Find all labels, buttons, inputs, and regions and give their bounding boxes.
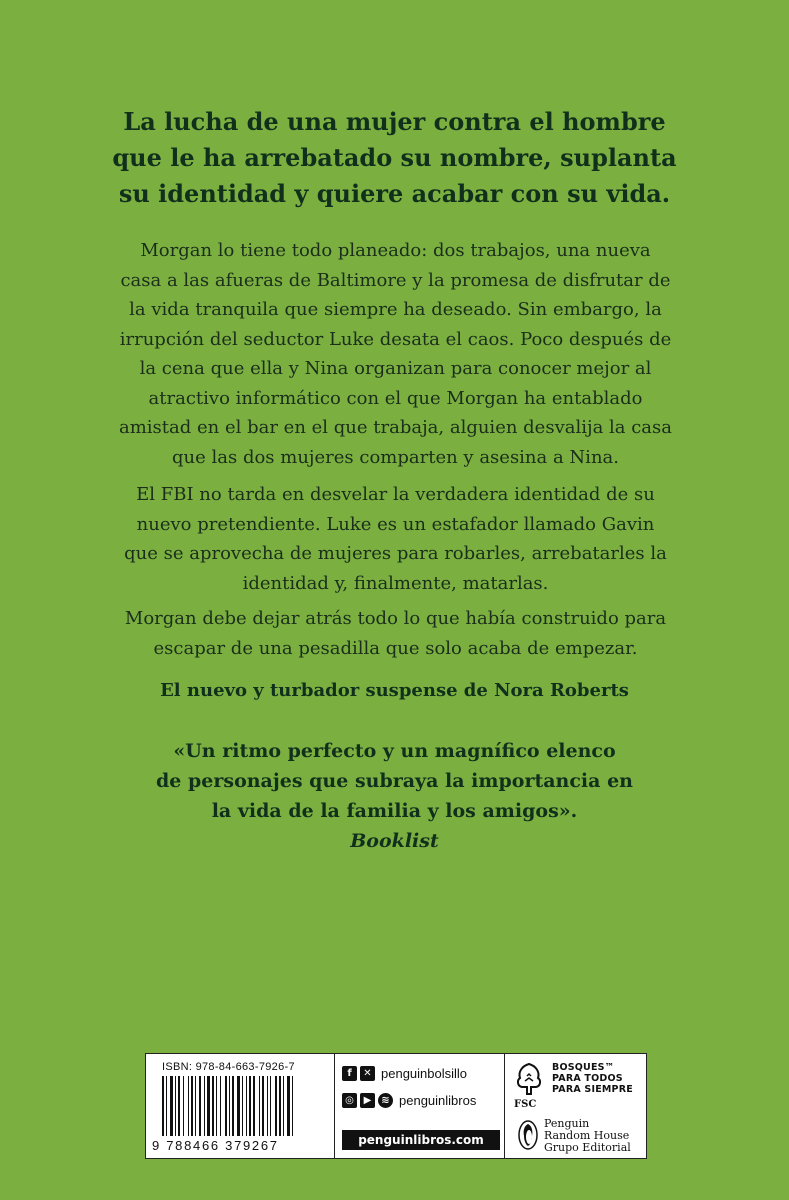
quote-line: de personajes que subraya la importancia en xyxy=(156,770,633,792)
social-handle-bolsillo[interactable]: penguinbolsillo xyxy=(381,1065,468,1081)
social-row-2 xyxy=(342,1089,492,1111)
x-icon[interactable]: ✕ xyxy=(360,1066,375,1081)
barcode-icon xyxy=(162,1076,324,1138)
author-subtitle: El nuevo y turbador suspense de Nora Roberts xyxy=(160,680,629,701)
isbn-label: ISBN: 978-84-663-7926-7 xyxy=(162,1061,295,1073)
fsc-label: FSC xyxy=(514,1099,537,1110)
synopsis-paragraph-2: El FBI no tarda en desvelar la verdadera identidad de su nuevo pretendiente. Luke es un estafador llamado Gavin que se aprovecha de mujeres para robarles, arrebatarles la identidad y, finalmente, matarlas. xyxy=(124,484,667,594)
tagline xyxy=(110,104,679,212)
publisher-line: Penguin xyxy=(544,1117,590,1130)
social-row-1 xyxy=(342,1062,492,1084)
fsc-tagline-line: PARA TODOS xyxy=(552,1073,623,1084)
quote-line: «Un ritmo perfecto y un magnífico elenco xyxy=(173,740,616,762)
info-box xyxy=(145,1053,647,1159)
youtube-icon[interactable]: ▶ xyxy=(360,1093,375,1108)
fsc-tree-icon xyxy=(514,1062,544,1098)
fsc-tagline xyxy=(552,1062,633,1095)
facebook-icon[interactable]: f xyxy=(342,1066,357,1081)
barcode-area xyxy=(148,1056,332,1156)
tagline-line: La lucha de una mujer contra el hombre xyxy=(123,107,666,136)
spotify-icon[interactable]: ≋ xyxy=(378,1093,393,1108)
penguin-logo-icon xyxy=(518,1120,538,1150)
social-handle-libros[interactable]: penguinlibros xyxy=(399,1092,477,1108)
publisher-name xyxy=(544,1118,631,1154)
fsc-tagline-line: PARA SIEMPRE xyxy=(552,1084,633,1095)
social-links xyxy=(342,1062,492,1122)
instagram-icon[interactable]: ◎ xyxy=(342,1093,357,1108)
divider xyxy=(334,1054,335,1158)
publisher-line: Grupo Editorial xyxy=(544,1141,631,1154)
divider xyxy=(504,1054,505,1158)
synopsis-paragraph-1: Morgan lo tiene todo planeado: dos trabajos, una nueva casa a las afueras de Baltimore y la promesa de disfrutar de la vida tranquila que siempre ha deseado. Sin embargo, la irrupción del seductor Luke desata el caos. Poco después de la cena que ella y Nina organizan para conocer mejor al atractivo informático con el que Morgan ha entablado amistad en el bar en el que trabaja, alguien desvalija la casa que las dos mujeres comparten y asesina a Nina. xyxy=(118,240,673,468)
publisher-line: Random House xyxy=(544,1129,630,1142)
quote-line: la vida de la familia y los amigos». xyxy=(211,800,578,822)
tagline-line: su identidad y quiere acabar con su vida. xyxy=(118,179,671,208)
tagline-line: que le ha arrebatado su nombre, suplanta xyxy=(112,143,677,172)
synopsis-paragraph-3: Morgan debe dejar atrás todo lo que había construido para escapar de una pesadilla que solo acaba de empezar. xyxy=(124,608,667,659)
quote-source: Booklist xyxy=(350,830,439,852)
review-quote xyxy=(100,736,689,826)
fsc-tagline-line: BOSQUES™ xyxy=(552,1062,615,1073)
website-link[interactable]: penguinlibros.com xyxy=(342,1130,500,1150)
ean-digits: 9 788466 379267 xyxy=(152,1138,279,1153)
